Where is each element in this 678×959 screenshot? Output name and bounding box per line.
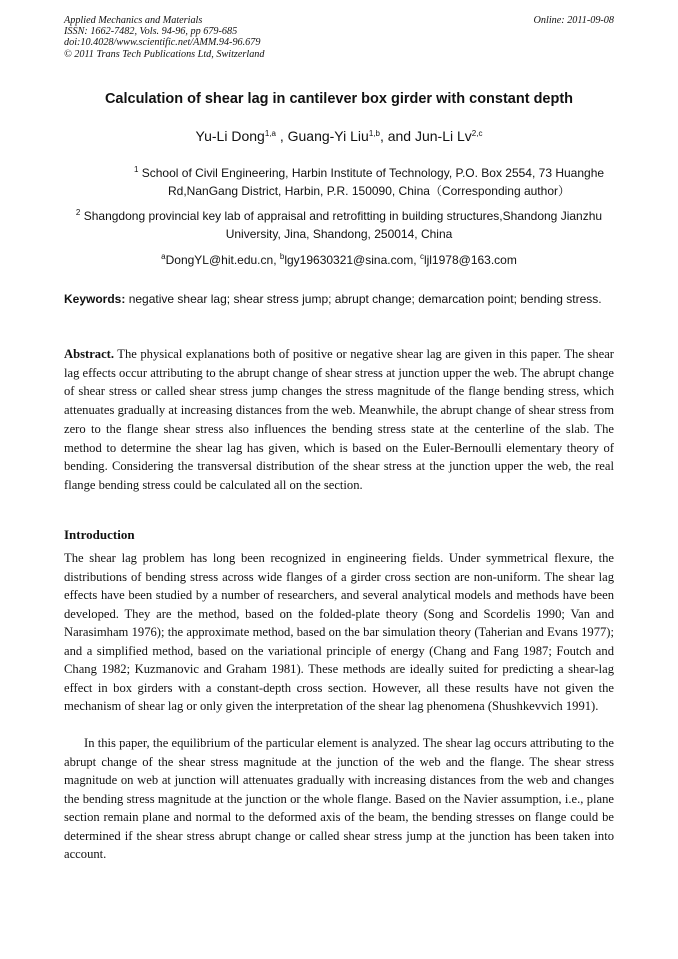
- introduction-paragraph: In this paper, the equilibrium of the particular element is analyzed. The shear lag occurs attributing to the abrupt change of the shear stress magnitude at the junction of the web and the flange. The shear stress magnitude on web at junction will attenuates gradually with increasing distances from the web and changes the bending stress magnitude at the junction or the whole flange. Based on the Navier assumption, i.e., plane section remain plane and normal to the deformed axis of the beam, the bending stresses on flange could be determined if the shear stress abrupt change or called shear stress jump at the junction has been taken into account.: [64, 736, 614, 861]
- keywords-label: Keywords:: [64, 292, 126, 306]
- introduction-paragraph: The shear lag problem has long been recognized in engineering fields. Under symmetrical flexure, the distributions of bending stress across wide flanges of a girder cross section are non-uniform. The shear lag effects have been studied by a number of researchers, and several analytical models and methods have been developed. They are the method, based on the folded-plate theory (Song and Scordelis 1990; Van and Narasimham 1976); the approximate method, based on the bar simulation theory (Taherian and Evans 1977); and a simplified method, based on the variational principle of energy (Chang and Fang 1987; Foutch and Chang 1982; Kuzmanovic and Graham 1981). These methods are ideally suited for predicting a shear-lag effect in box girders with a constant-depth cross section. However, all these results have not given the mechanism of shear lag or only given the interpretation of the shear lag phenomena (Shushkevvich 1991).: [64, 551, 614, 713]
- email-mark: c: [419, 252, 424, 261]
- affiliation-2: [64, 207, 614, 243]
- author-list: [40, 128, 638, 144]
- affiliation-text: Shangdong provincial key lab of appraisal and retrofitting in building structures,Shandong Jianzhu University, Jina, Shandong, 250014, China: [83, 209, 603, 241]
- email-address: lgy19630321@sina.com,: [284, 253, 420, 267]
- online-date: Online: 2011-09-08: [533, 15, 614, 26]
- abstract-text: The physical explanations both of positive or negative shear lag are given in this paper. The shear lag effects occur attributing to the abrupt change of shear stress at junction upper the web. The abrupt change of shear stress or called shear stress jump changes the stress magnitude of the flange bending stress, which attenuates gradually at increasing distances from the web. Meanwhile, the abrupt change of shear stress from zero to the flange shear stress also influences the bending stress state at the centerline of the slab. The method to determine the shear lag has given, which is based on the Euler-Bernoulli elementary theory of bending. Considering the transversal distribution of the shear stress at the junction upper the web, the real flange bending stress could be calculated all on the section.: [64, 347, 614, 492]
- journal-header: [64, 15, 614, 60]
- author-name: Guang-Yi Liu: [287, 128, 369, 144]
- keywords-text: negative shear lag; shear stress jump; abrupt change; demarcation point; bending stress.: [128, 292, 602, 306]
- email-mark: a: [161, 252, 166, 261]
- email-mark: b: [279, 252, 285, 261]
- paper-title: Calculation of shear lag in cantilever box girder with constant depth: [104, 91, 574, 107]
- author-affiliation-mark: 1,b: [368, 129, 380, 138]
- email-list: [40, 253, 638, 267]
- keywords-section: [64, 290, 614, 308]
- issn-line: ISSN: 1662-7482, Vols. 94-96, pp 679-685: [64, 26, 238, 38]
- email-address: ljl1978@163.com: [423, 253, 517, 267]
- author-name: Jun-Li Lv: [414, 128, 472, 144]
- author-separator: ,: [275, 128, 288, 144]
- copyright-line: © 2011 Trans Tech Publications Ltd, Switzerland: [64, 48, 265, 60]
- affiliation-number: 2: [75, 208, 81, 217]
- abstract-label: Abstract.: [64, 347, 115, 361]
- author-affiliation-mark: 1,a: [264, 129, 276, 138]
- author-name: Yu-Li Dong: [195, 128, 265, 144]
- introduction-heading: Introduction: [64, 527, 135, 542]
- doi-line: doi:10.4028/www.scientific.net/AMM.94-96.679: [64, 37, 261, 49]
- author-affiliation-mark: 2,c: [471, 129, 483, 138]
- affiliation-text: School of Civil Engineering, Harbin Institute of Technology, P.O. Box 2554, 73 Huanghe Rd,NanGang District, Harbin, P.R. 150090, China（Corresponding author）: [141, 166, 605, 198]
- journal-name: Applied Mechanics and Materials: [64, 15, 203, 26]
- affiliation-1: [120, 164, 618, 200]
- affiliation-number: 1: [133, 165, 139, 174]
- abstract-section: [64, 345, 614, 495]
- email-address: DongYL@hit.edu.cn,: [165, 253, 280, 267]
- author-separator: , and: [379, 128, 415, 144]
